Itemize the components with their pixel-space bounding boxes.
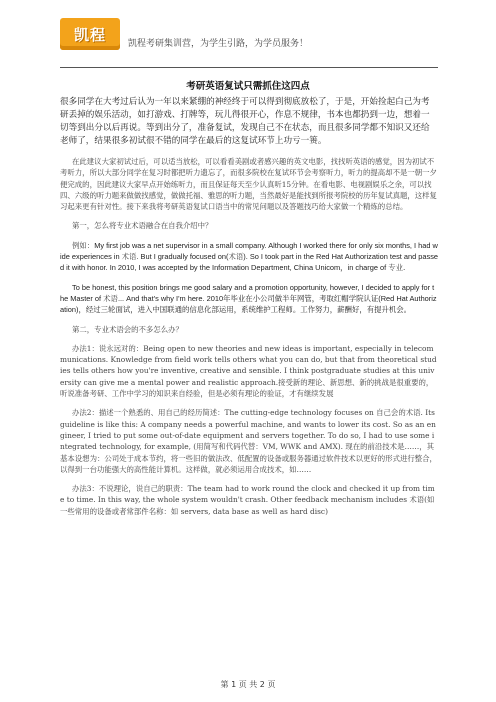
p2-term: 术语 [103, 293, 118, 303]
header-divider [60, 67, 438, 68]
p2-rest: ... And that's why I'm here. 2010年毕业在小公司做半年网管，考取红帽学院认证(Red Hat Authorization)，经过三轮面试，进入中国联通的信息化部运用，系统维护工程师。工作努力，薪酬好，有提升机会。 [60, 293, 437, 315]
document-title: 考研英语复试只需抓住这四点 [186, 81, 310, 92]
example-text-2: . But I gradually focused on( [136, 252, 229, 262]
section2-heading: 第二，专业术语会的不多怎么办？ [72, 324, 183, 334]
logo-text: 凯程 [73, 25, 106, 44]
example-term-1: 术语 [121, 252, 137, 262]
page-header [60, 18, 440, 68]
brand-logo [60, 18, 120, 50]
lead-paragraph: 很多同学在大考过后认为一年以来紧绷的神经终于可以得到彻底放松了，于是，开始捡起白己为考研丢掉的娱乐活动，如打游戏、打牌等，玩儿得很开心，作息不规律，书本也都扔到一边，想着一切等到出分以后再说。等到出分了，准备复试，发现自己不在状态，而且很多同学都不知识又还给老师了，结果很多初试很不错的同学在最后的这复试环节上功亏一篑。 [60, 97, 430, 146]
example-text-1: My first job was a net supervisor in a small company. Although I worked there for only six months, I had wide experiences in [60, 240, 438, 262]
section1-paragraph-2 [60, 282, 438, 316]
example-term-2: 术语 [228, 252, 244, 262]
section2-way-2: 办法2：描述一个熟悉的、用自己的经历简述：The cutting-edge technology focuses on 自己会的术语. Its guideline is like this: A company needs a powerful machine, and wants to lower its cost. So as an engineer, I tried to put some out-of-date equipment and servers together. To do so, I had to use some integrated technology, for example, (用简写和代码代替：VM, WWK and AMX). 现在的前沿技术是……，其基本设想为：公司处于成本节约，将一些旧的做法改、低配置的设备或服务器通过软件技术以更好的形式进行整合，以得到一台功能强大的高性能计算机。这样做，就必须运用合成技术，如…… [60, 408, 437, 474]
document-body [60, 96, 438, 525]
example-text-3: ). So I took part in the Red Hat Authorization test and passed it with honor. In 2010, I was accepted by the Information Department, China Unicom，in charge of [60, 252, 438, 273]
section1-example [60, 240, 438, 274]
intro-paragraph: 在此建议大家初试过后，可以适当放松，可以看看美剧或者感兴趣的英文电影，找找听英语的感觉，因为初试不考听力，所以大部分同学在复习时都把听力遗忘了，而很多院校在复试环节会考察听力，听力的提高却不是一朝一夕便完成的，因此建议大家早点开始练听力，而且保证每天至少认真听15分钟。在看电影、电视剧娱乐之余，可以找四、六级的听力题来做做找感觉，做做托福、雅思的听力题，当然最好是能找到所报考院校的历年复试真题，这样复习起来更有针对性。接下来我将考研英语复试口语当中的常见问题以及答题技巧给大家做一个精炼的总结。 [60, 157, 437, 212]
p2-text: To be honest, this position brings me good salary and a promotion opportunity, however, I decided to apply for the Master of [60, 282, 435, 303]
example-term-3: 专业 [388, 263, 404, 273]
page-footer: 第 1 页 共 2 页 [220, 680, 276, 689]
section2-way-3: 办法3：不说理论，说自己的职责：The team had to work round the clock and checked it up from time to time. In this way, the whole system wouldn't crash. Other feedback mechanism includes 术语(如一些常用的设备或者常部件名称：如 servers, data base as well as hard disc) [60, 484, 435, 516]
section2-way-1: 办法1：说永远对的：Being open to new theories and new ideas is important, especially in telecommunications. Knowledge from field work tells others what you can do, but that from theoretical studies tells others how you're inventive, creative and sensible. I think postgraduate studies at this university can give me a mental power and realistic approach.接受新的理论、新思想、新的挑战是很重要的，听说准备考研、工作中学习的知识来自经验，但是必须有理论的验证，才有继续发展 [60, 343, 437, 399]
example-end: . [403, 263, 406, 273]
header-slogan: 凯程考研集训营，为学生引路，为学员服务！ [128, 39, 309, 49]
section1-heading: 第一，怎么将专业术语融合在自我介绍中？ [72, 221, 213, 231]
example-label: 例如： [72, 240, 95, 250]
